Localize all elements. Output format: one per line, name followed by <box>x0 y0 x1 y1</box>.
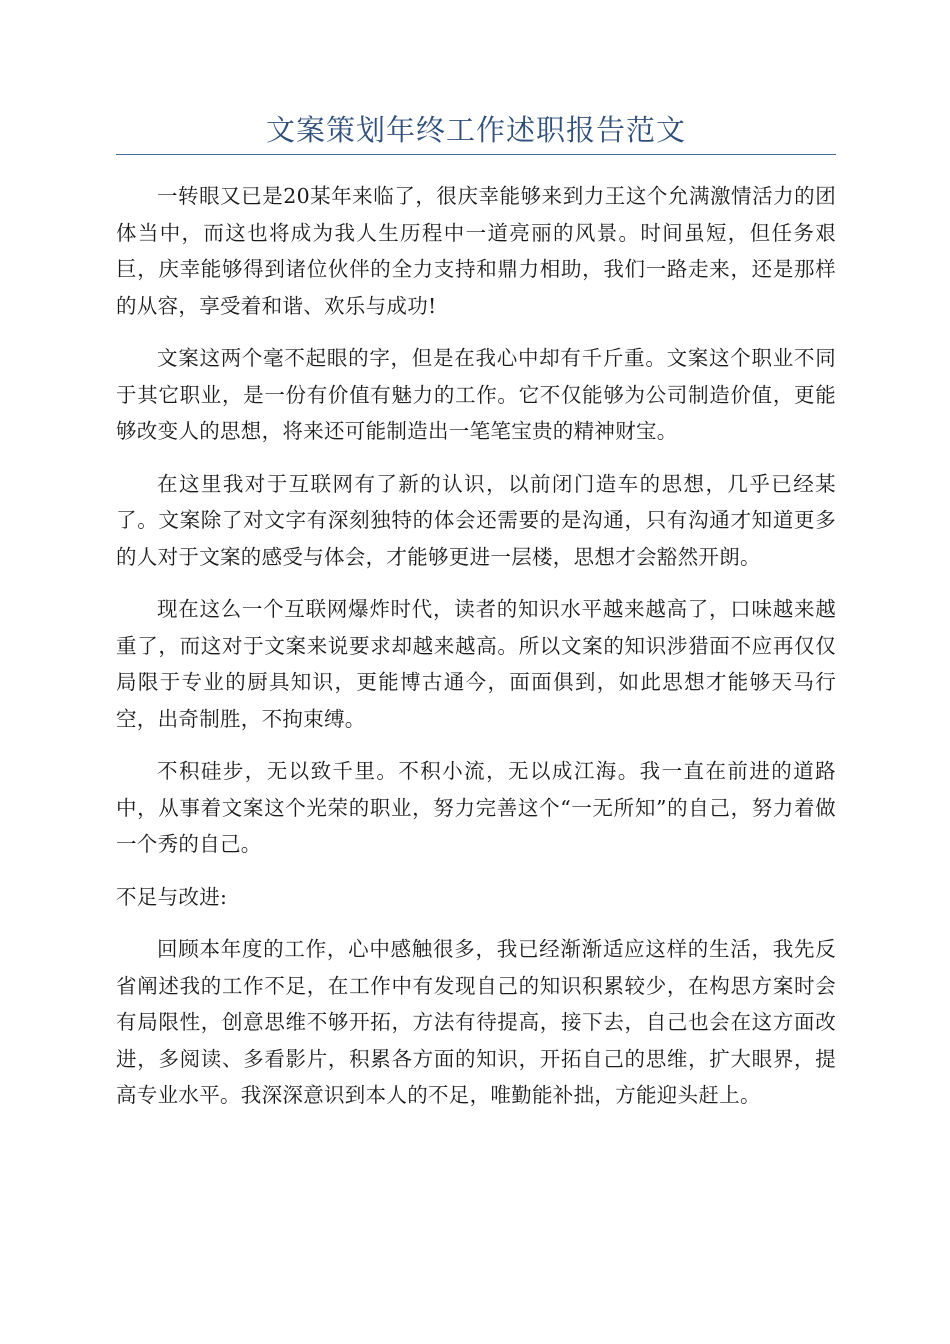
title-underline <box>116 154 836 155</box>
paragraph-6: 回顾本年度的工作，心中感触很多，我已经渐渐适应这样的生活，我先反省阐述我的工作不足，在工作中有发现自己的知识积累较少，在构思方案时会有局限性，创意思维不够开拓，方法有待提高，接下去，自己也会在这方面改进，多阅读、多看影片，积累各方面的知识，开拓自己的思维，扩大眼界，提高专业水平。我深深意识到本人的不足，唯勤能补拙，方能迎头赶上。 <box>116 937 836 1107</box>
paragraph-2: 文案这两个毫不起眼的字，但是在我心中却有千斤重。文案这个职业不同于其它职业，是一份有价值有魅力的工作。它不仅能够为公司制造价值，更能够改变人的思想，将来还可能制造出一笔笔宝贵的精神财宝。 <box>116 346 836 443</box>
document-body <box>116 178 836 1130</box>
title-container <box>116 110 836 150</box>
paragraph-5: 不积硅步，无以致千里。不积小流，无以成江海。我一直在前进的道路中，从事着文案这个光荣的职业，努力完善这个“一无所知”的自己，努力着做一个秀的自己。 <box>116 759 836 856</box>
paragraph-3: 在这里我对于互联网有了新的认识，以前闭门造车的思想，几乎已经某了。文案除了对文字有深刻独特的体会还需要的是沟通，只有沟通才知道更多的人对于文案的感受与体会，才能够更进一层楼，思想才会豁然开朗。 <box>116 471 836 569</box>
paragraph-4: 现在这么一个互联网爆炸时代，读者的知识水平越来越高了，口味越来越重了，而这对于文案来说要求却越来越高。所以文案的知识涉猎面不应再仅仅局限于专业的厨具知识，更能博古通今，面面俱到，如此思想才能够天马行空，出奇制胜，不拘束缚。 <box>116 597 836 731</box>
section-heading-shortcomings: 不足与改进: <box>116 884 228 909</box>
paragraph-1: 一转眼又已是20某年来临了，很庆幸能够来到力王这个允满激情活力的团体当中，而这也将成为我人生历程中一道亮丽的风景。时间虽短，但任务艰巨，庆幸能够得到诸位伙伴的全力支持和鼎力相助，我们一路走来，还是那样的从容，享受着和谐、欢乐与成功! <box>116 184 836 318</box>
document-title: 文案策划年终工作述职报告范文 <box>265 113 686 147</box>
